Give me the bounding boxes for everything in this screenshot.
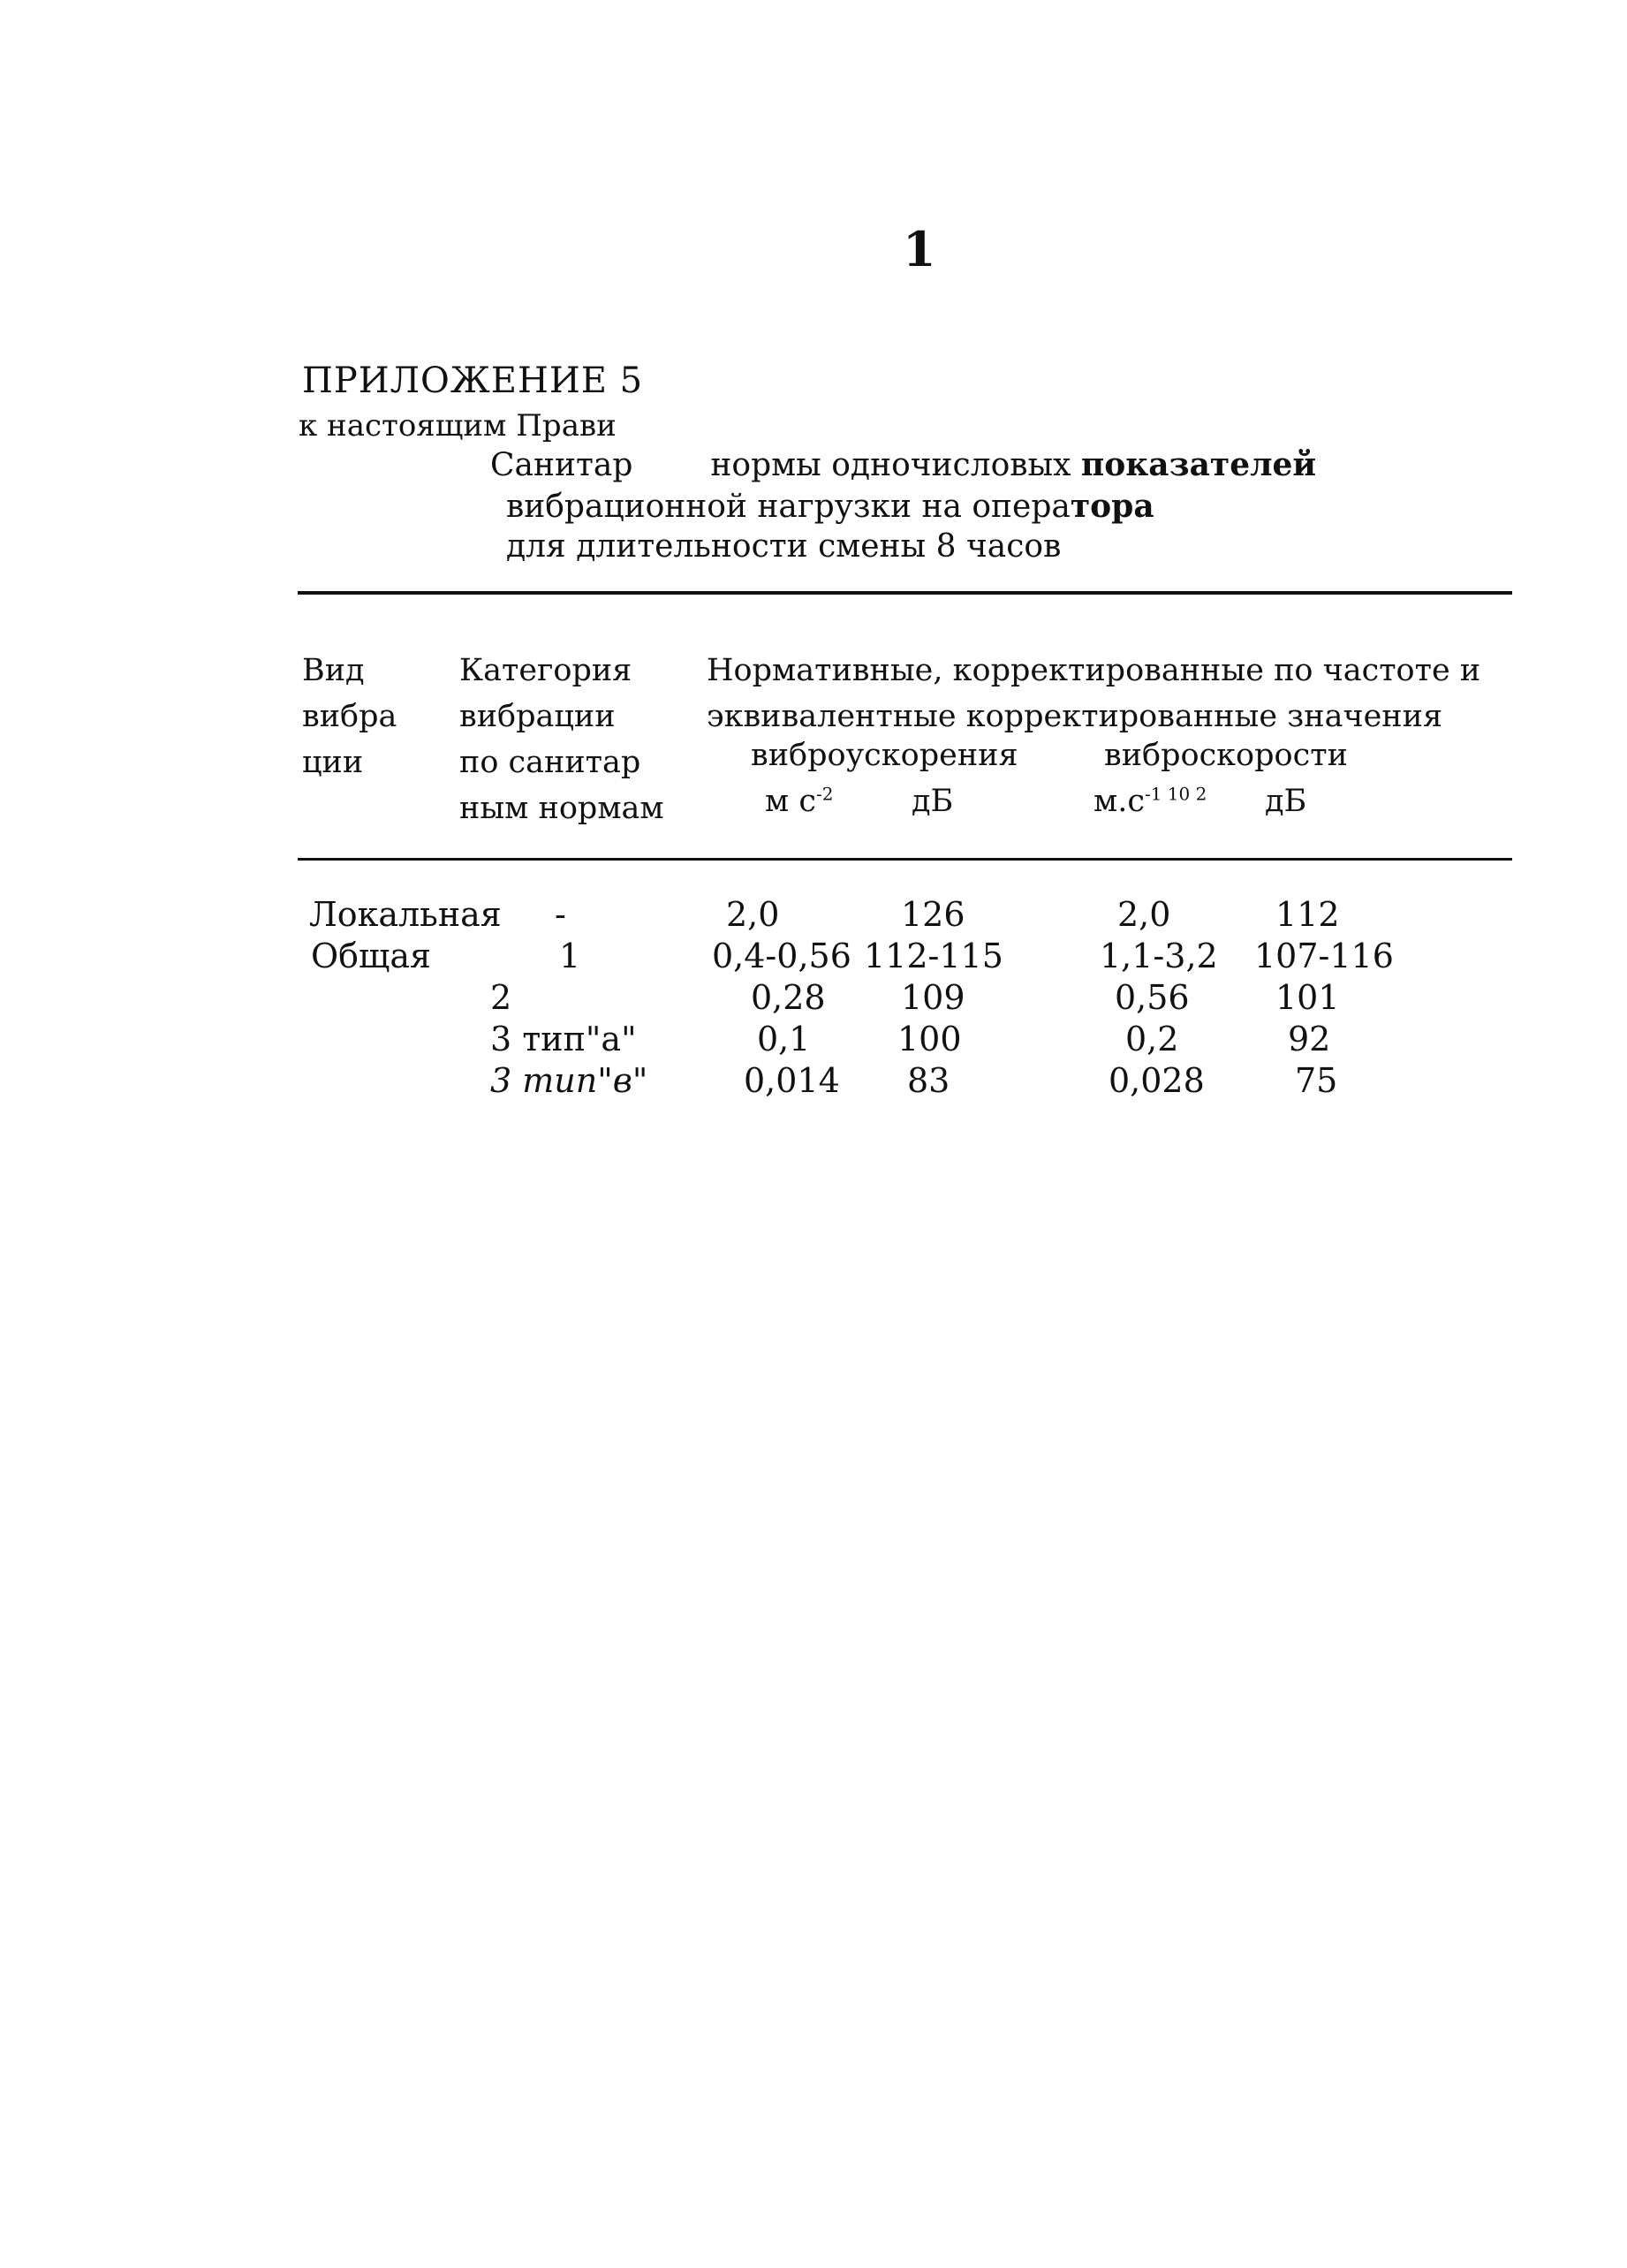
cell-velocity: 1,1-3,2 [1100,937,1218,975]
header-vibration-type-line: ции [302,745,364,780]
header-velocity-unit [1093,784,1207,819]
header-velocity-db: дБ [1265,784,1307,819]
cell-acceleration-db: 112-115 [864,937,1003,975]
cell-category: 3 тип"в" [490,1061,648,1100]
header-category-line: вибрации [459,699,616,734]
cell-acceleration: 0,014 [744,1061,840,1100]
heading-line-1-part-b: нормы одночисловых [710,447,1081,483]
cell-acceleration: 0,28 [751,978,826,1017]
header-normative-values [707,648,1480,740]
table-top-rule [298,591,1512,595]
table-header-rule [298,858,1512,861]
header-acceleration-unit [765,784,833,819]
velocity-unit-exponent: -1 10 2 [1144,783,1207,805]
heading-line-2 [506,488,1154,525]
cell-acceleration-db: 83 [907,1061,950,1100]
header-acceleration-db: дБ [912,784,954,819]
cell-vibration-type: Общая [311,937,431,975]
heading-line-1-part-a: Санитар [490,447,633,483]
cell-acceleration: 0,4-0,56 [712,937,851,975]
cell-velocity-db: 107-116 [1254,937,1394,975]
heading-line-1 [490,446,1316,483]
cell-velocity: 0,56 [1115,978,1190,1017]
header-category-line: по санитар [459,745,641,780]
cell-velocity-db: 112 [1275,895,1340,934]
velocity-unit-text: м.с [1093,784,1145,819]
header-category-line: ным нормам [459,791,664,826]
cell-velocity: 2,0 [1117,895,1171,934]
cell-acceleration: 0,1 [757,1020,811,1058]
heading-line-2-part-a: вибрационной нагрузки на опера [506,489,1071,525]
header-normative-line: Нормативные, корректированные по частоте и [707,653,1481,688]
cell-vibration-type: Локальная [309,895,502,934]
cell-velocity-db: 75 [1295,1061,1338,1100]
cell-category: 3 тип"а" [490,1020,637,1058]
header-category-line: Категория [459,653,632,688]
cell-velocity: 0,2 [1125,1020,1179,1058]
header-normative-line: эквивалентные корректированные значения [707,699,1443,734]
cell-category: 1 [559,937,581,975]
cell-category: - [555,895,566,934]
appendix-title: ПРИЛОЖЕНИЕ 5 [302,360,644,401]
header-velocity: виброскорости [1104,738,1348,773]
heading-line-3: для длительности смены 8 часов [506,528,1062,565]
page-number: 1 [903,221,936,277]
cell-category: 2 [490,978,512,1017]
cell-acceleration-db: 126 [901,895,965,934]
heading-line-2-bold: тора [1070,488,1154,525]
appendix-reference: к настоящим Прави [299,408,617,444]
cell-velocity-db: 101 [1275,978,1340,1017]
cell-acceleration: 2,0 [726,895,780,934]
cell-velocity: 0,028 [1109,1061,1205,1100]
cell-acceleration-db: 100 [897,1020,962,1058]
header-vibration-type-line: вибра [302,699,397,734]
header-vibration-type-line: Вид [302,653,365,688]
header-vibration-type [302,648,397,785]
cell-acceleration-db: 109 [901,978,965,1017]
header-vibration-category [459,648,664,831]
heading-line-1-bold: показателей [1080,446,1317,483]
cell-velocity-db: 92 [1288,1020,1331,1058]
acceleration-unit-text: м с [765,784,816,819]
header-acceleration: виброускорения [751,738,1018,773]
acceleration-unit-exponent: -2 [815,783,834,805]
